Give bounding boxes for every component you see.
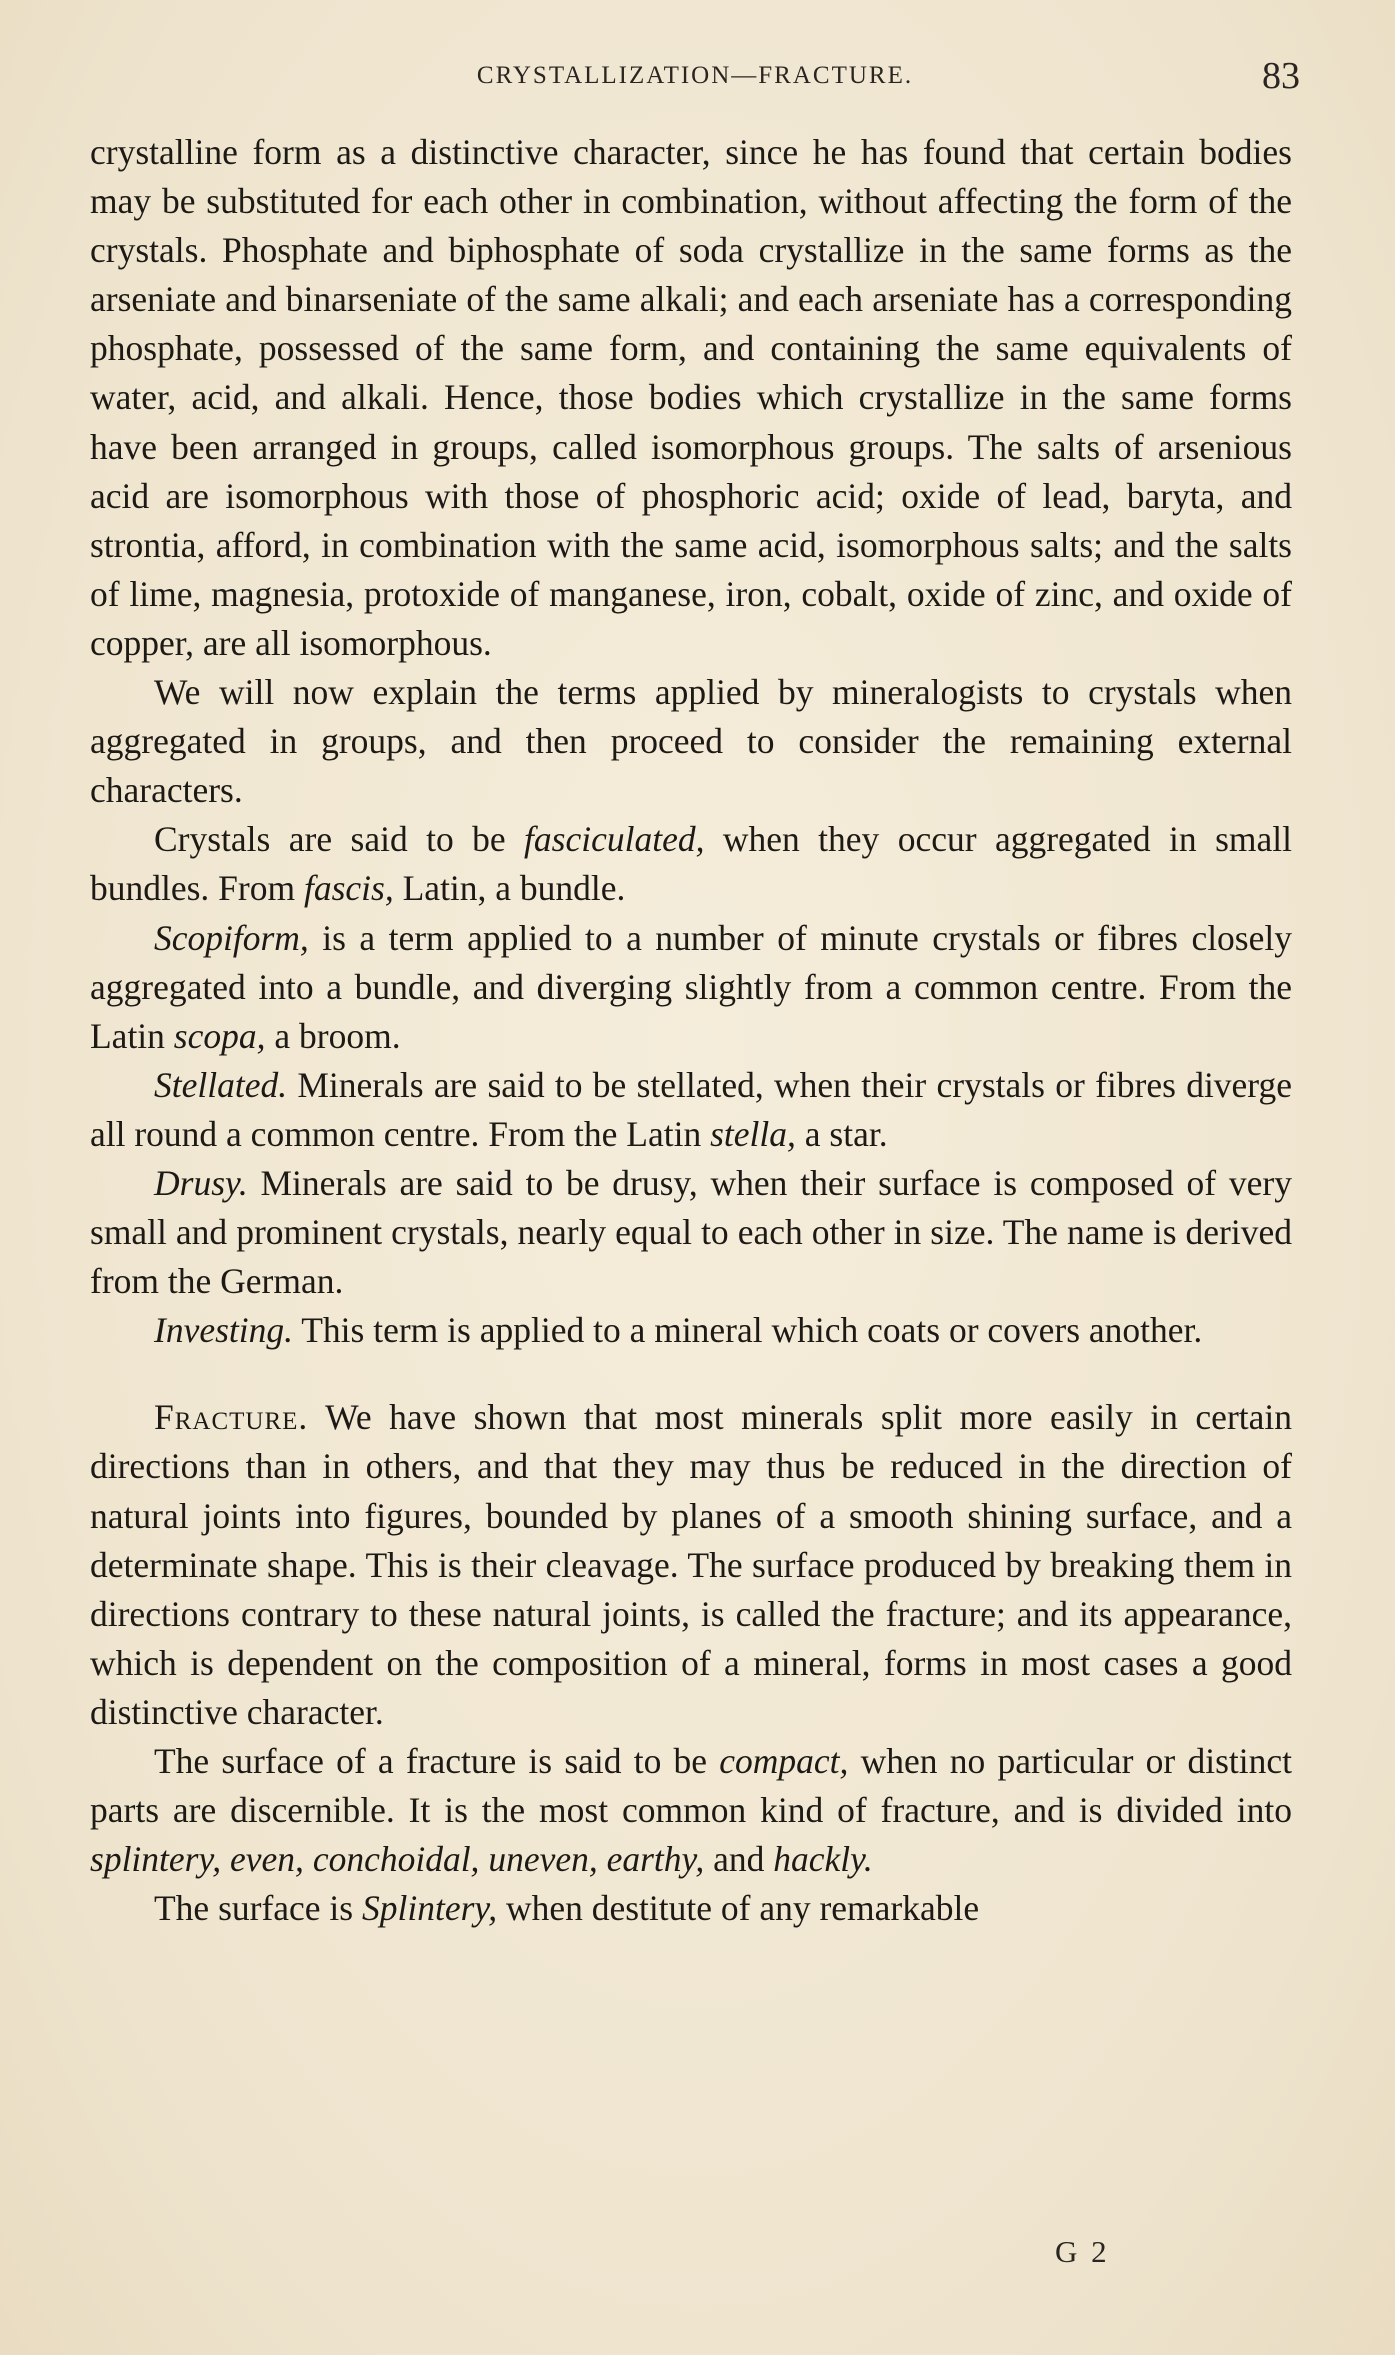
paragraph-fracture: Fracture. We have shown that most minerals split more easily in certain directions than in others, and that they may thus be reduced in the direction of natural joints into figures, bounded by planes of a smooth shining surface, and a determinate shape. This is their cleavage. The surface produced by breaking them in directions contrary to these natural joints, is called the fracture; and its appearance, which is dependent on the composition of a mineral, forms in most cases a good distinctive character. [90, 1397, 1292, 1732]
term-scopiform: Scopiform, [154, 917, 309, 958]
term-hackly: hackly. [773, 1839, 873, 1880]
term-compact: compact, [719, 1741, 849, 1781]
paragraph-compact: The surface of a fracture is said to be compact, when no particular or distinct parts are discernible. It is the most common kind of fracture, and is divided into splintery, even, conchoidal, uneven, earthy, and hackly. [90, 1741, 1292, 1880]
term-fasciculated: fasciculated, [524, 819, 705, 860]
paragraph-drusy: Drusy. Minerals are said to be drusy, when their surface is composed of very small and prominent crystals, nearly equal to each other in size. The name is derived from the German. [90, 1162, 1292, 1302]
term-splintery-def: Splintery, [361, 1888, 498, 1929]
paragraph-investing: Investing. This term is applied to a mineral which coats or covers another. [154, 1310, 1203, 1351]
signature-mark: G 2 [1055, 2234, 1110, 2269]
latin-scopa: scopa, [173, 1015, 266, 1056]
running-title: CRYSTALLIZATION—FRACTURE. [476, 62, 914, 89]
running-head [90, 55, 1300, 98]
paragraph-scopiform: Scopiform, is a term applied to a number of minute crystals or fibres closely aggregated into a bundle, and diverging slightly from a common centre. From the Latin scopa, a broom. [90, 917, 1292, 1056]
section-heading-fracture: Fracture. [154, 1397, 309, 1438]
term-earthy: earthy, [606, 1839, 705, 1880]
term-stellated: Stellated. [154, 1064, 288, 1105]
term-investing: Investing. [154, 1310, 294, 1351]
paragraph-fasciculated: Crystals are said to be fasciculated, when they occur aggregated in small bundles. From fascis, Latin, a bundle. [90, 819, 1292, 909]
paragraph-isomorphism: crystalline form as a distinctive character, since he has found that certain bodies may be substituted for each other in combination, without affecting the form of the crystals. Phosphate and biphosphate of soda crystallize in the same forms as the arseniate and binarseniate of the same alkali; and each arseniate has a corresponding phosphate, possessed of the same form, and containing the same equivalents of water, acid, and alkali. Hence, those bodies which crystallize in the same forms have been arranged in groups, called isomorphous groups. The salts of arsenious acid are isomorphous with those of phosphoric acid; oxide of lead, baryta, and strontia, afford, in combination with the same acid, isomorphous salts; and the salts of lime, magnesia, protoxide of manganese, iron, cobalt, oxide of zinc, and oxide of copper, are all isomorphous. [90, 132, 1292, 663]
latin-stella: stella, [710, 1113, 796, 1154]
term-drusy: Drusy. [154, 1162, 248, 1203]
term-conchoidal: conchoidal, [312, 1839, 480, 1880]
term-splintery: splintery, [90, 1839, 222, 1880]
latin-fascis: fascis, [304, 868, 394, 909]
paragraph-splintery: The surface is Splintery, when destitute of any remarkable [154, 1888, 980, 1929]
page-number: 83 [1262, 55, 1300, 97]
body-text [90, 128, 1292, 1933]
term-even: even, [230, 1839, 304, 1880]
paragraph-aggregation-intro: We will now explain the terms applied by mineralogists to crystals when aggregated in groups, and then proceed to consider the remaining external characters. [90, 672, 1292, 811]
paragraph-stellated: Stellated. Minerals are said to be stellated, when their crystals or fibres diverge all round a common centre. From the Latin stella, a star. [90, 1064, 1292, 1154]
term-uneven: uneven, [488, 1839, 598, 1880]
